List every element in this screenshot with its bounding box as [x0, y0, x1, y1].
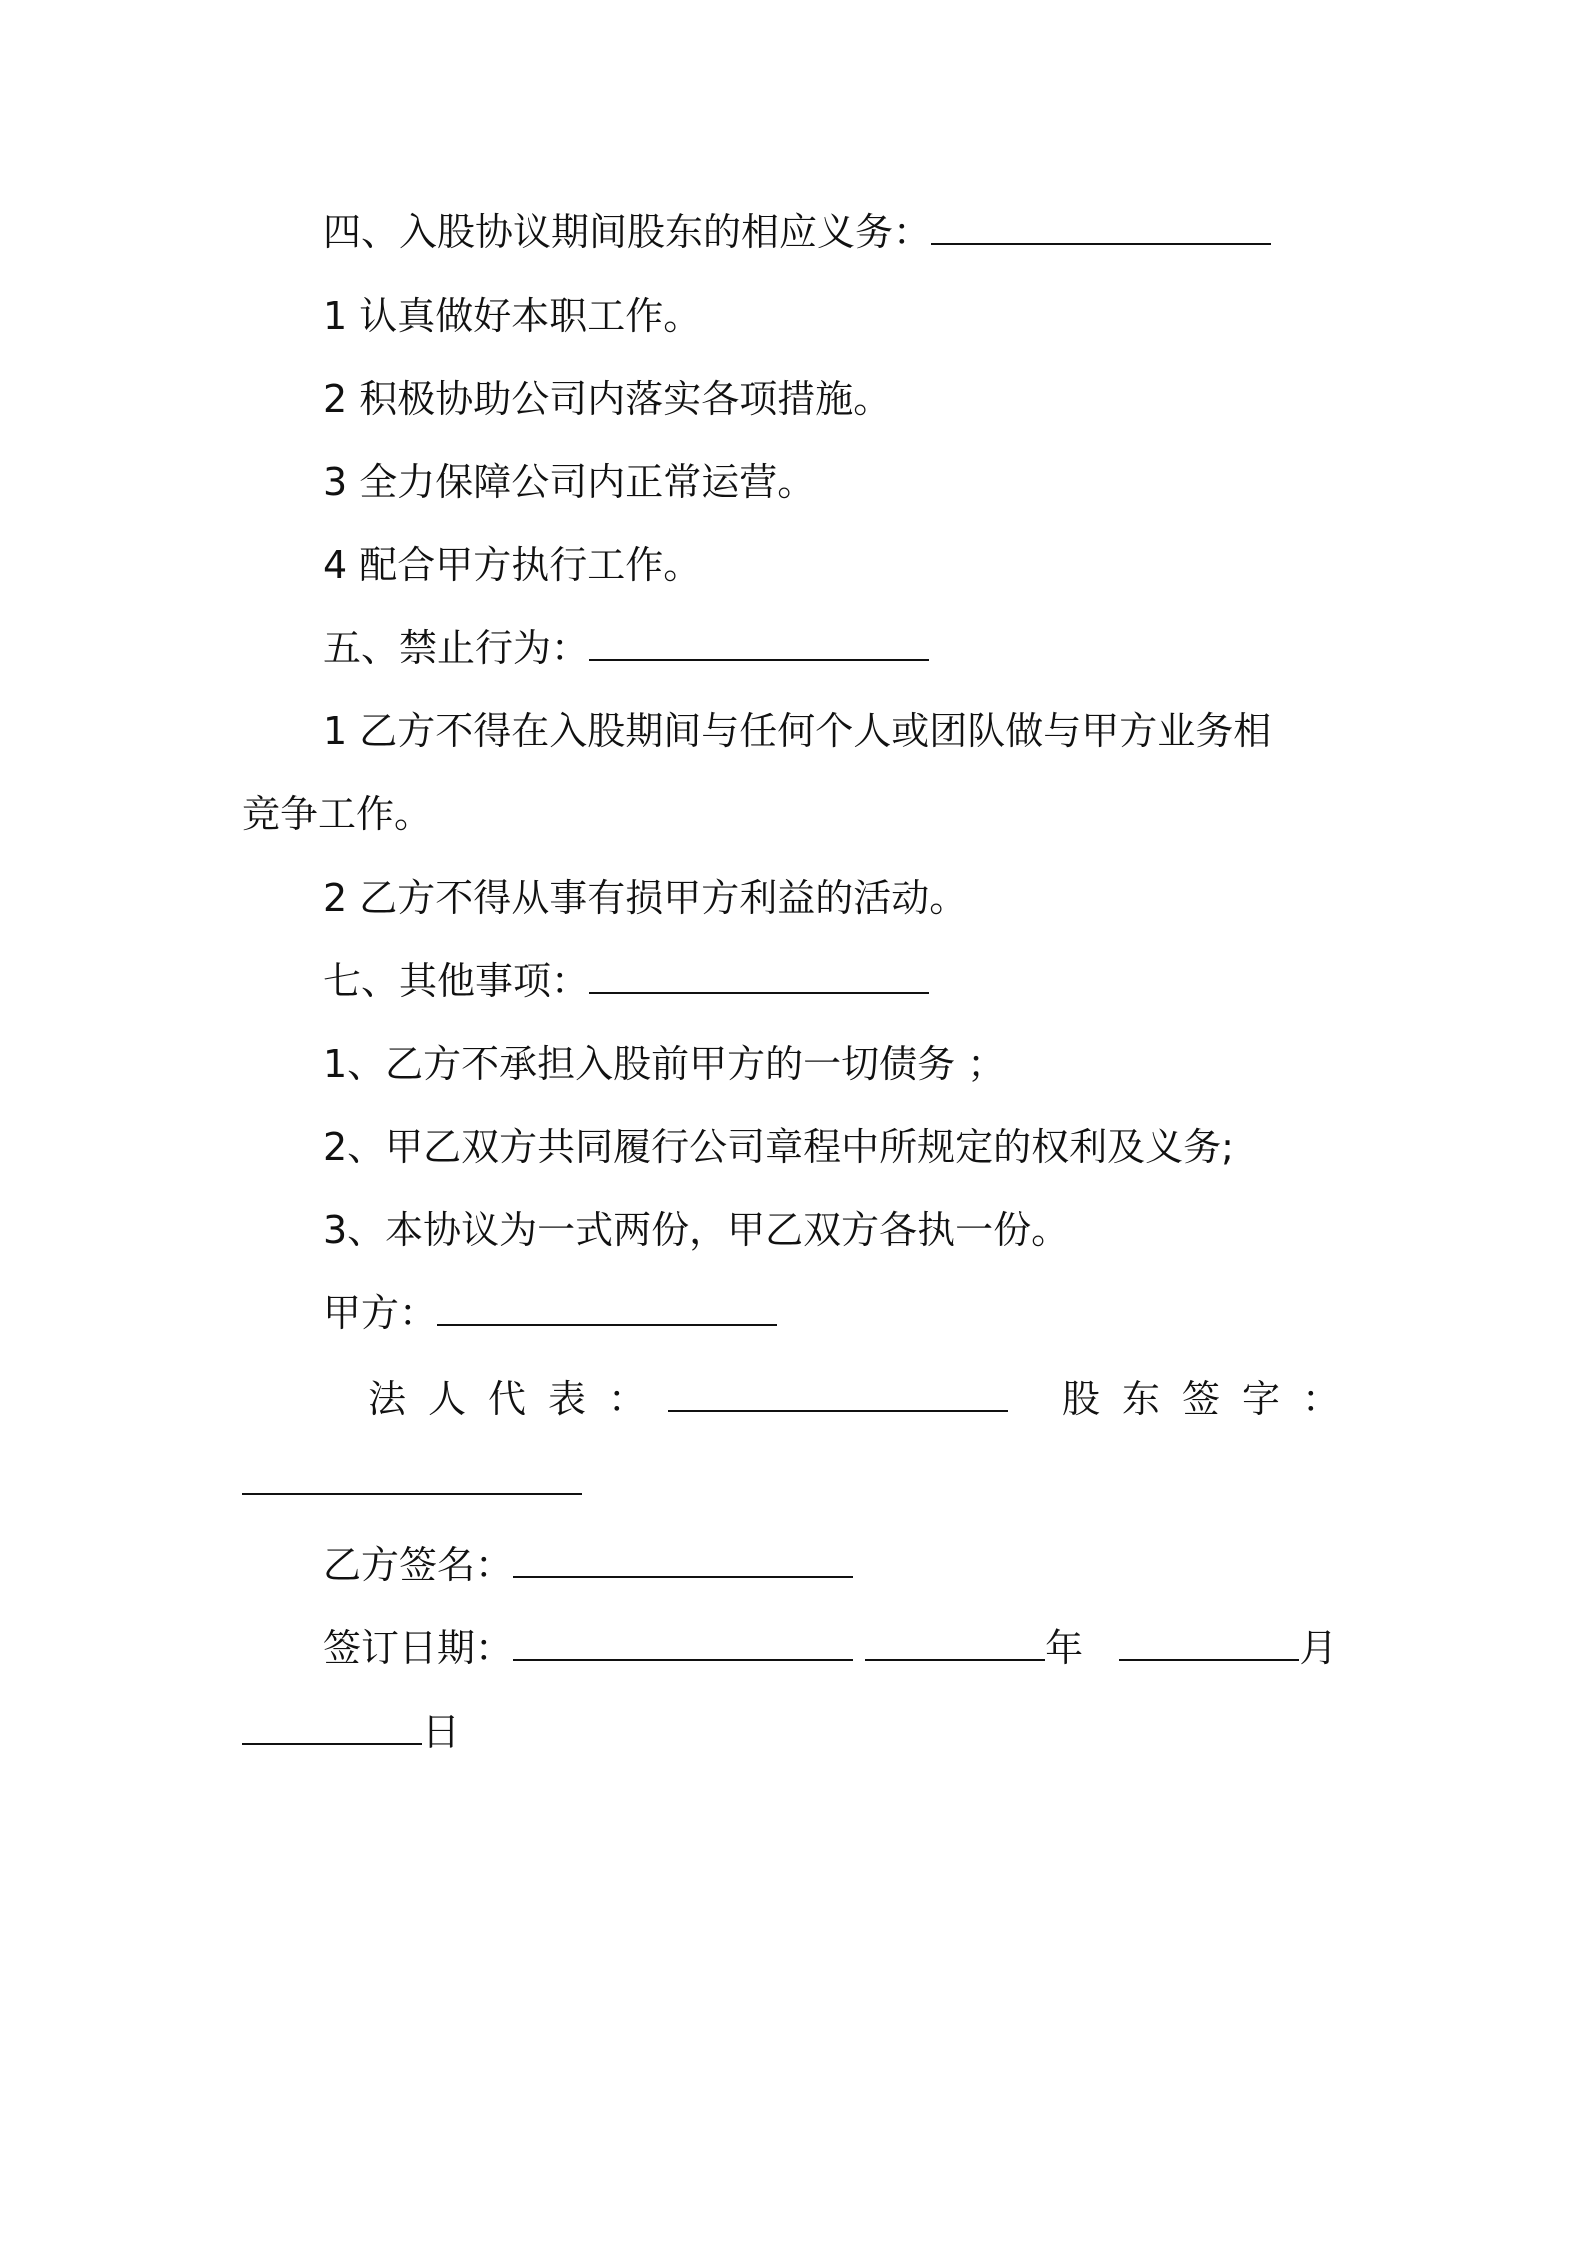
day-label: 日 [422, 1710, 461, 1754]
section-7-item-1: 1、乙方不承担入股前甲方的一切债务 ； [323, 1042, 1006, 1086]
month-label: 月 [1299, 1626, 1338, 1670]
party-a-label: 甲方： [323, 1291, 438, 1335]
party-a-line [323, 1289, 777, 1337]
shareholder-sign-blank [242, 1459, 582, 1495]
section-7-blank [589, 958, 929, 994]
section-4-blank [931, 209, 1271, 245]
section-4-heading-text: 四、入股协议期间股东的相应义务： [323, 210, 932, 254]
party-a-blank [437, 1290, 777, 1326]
section-5-heading [323, 624, 929, 672]
legal-rep-blank [668, 1376, 1008, 1412]
shareholder-sign-blank-line [242, 1458, 582, 1506]
section-5-blank [589, 625, 929, 661]
day-line [242, 1708, 460, 1756]
section-5-item-1-line-2: 竞争工作。 [242, 792, 433, 836]
party-b-line [323, 1541, 853, 1589]
date-line [323, 1624, 1337, 1672]
date-label: 签订日期： [323, 1626, 514, 1670]
section-4-item-1: 1 认真做好本职工作。 [323, 294, 702, 338]
party-b-label: 乙方签名： [323, 1543, 514, 1587]
section-7-heading-text: 七、其他事项： [323, 959, 590, 1003]
shareholder-sign-label: 股东签字： [1062, 1377, 1363, 1421]
year-label: 年 [1045, 1626, 1084, 1670]
party-b-blank [513, 1542, 853, 1578]
section-7-item-3: 3、本协议为一式两份，甲乙双方各执一份。 [323, 1208, 1070, 1252]
month-blank [1119, 1625, 1299, 1661]
section-5-heading-text: 五、禁止行为： [323, 626, 590, 670]
date-blank [513, 1625, 853, 1661]
section-7-item-2: 2、甲乙双方共同履行公司章程中所规定的权利及义务; [323, 1125, 1234, 1169]
section-4-item-3: 3 全力保障公司内正常运营。 [323, 460, 816, 504]
section-4-heading [323, 208, 1271, 256]
shareholder-sign-line [1062, 1375, 1362, 1423]
legal-rep-line [368, 1375, 1008, 1423]
section-5-item-1-line-1: 1 乙方不得在入股期间与任何个人或团队做与甲方业务相 [323, 709, 1272, 753]
legal-rep-label: 法人代表： [368, 1377, 669, 1421]
section-7-heading [323, 957, 929, 1005]
day-blank [242, 1709, 422, 1745]
section-4-item-2: 2 积极协助公司内落实各项措施。 [323, 377, 892, 421]
section-5-item-2: 2 乙方不得从事有损甲方利益的活动。 [323, 876, 968, 920]
year-blank [865, 1625, 1045, 1661]
section-4-item-4: 4 配合甲方执行工作。 [323, 543, 702, 587]
